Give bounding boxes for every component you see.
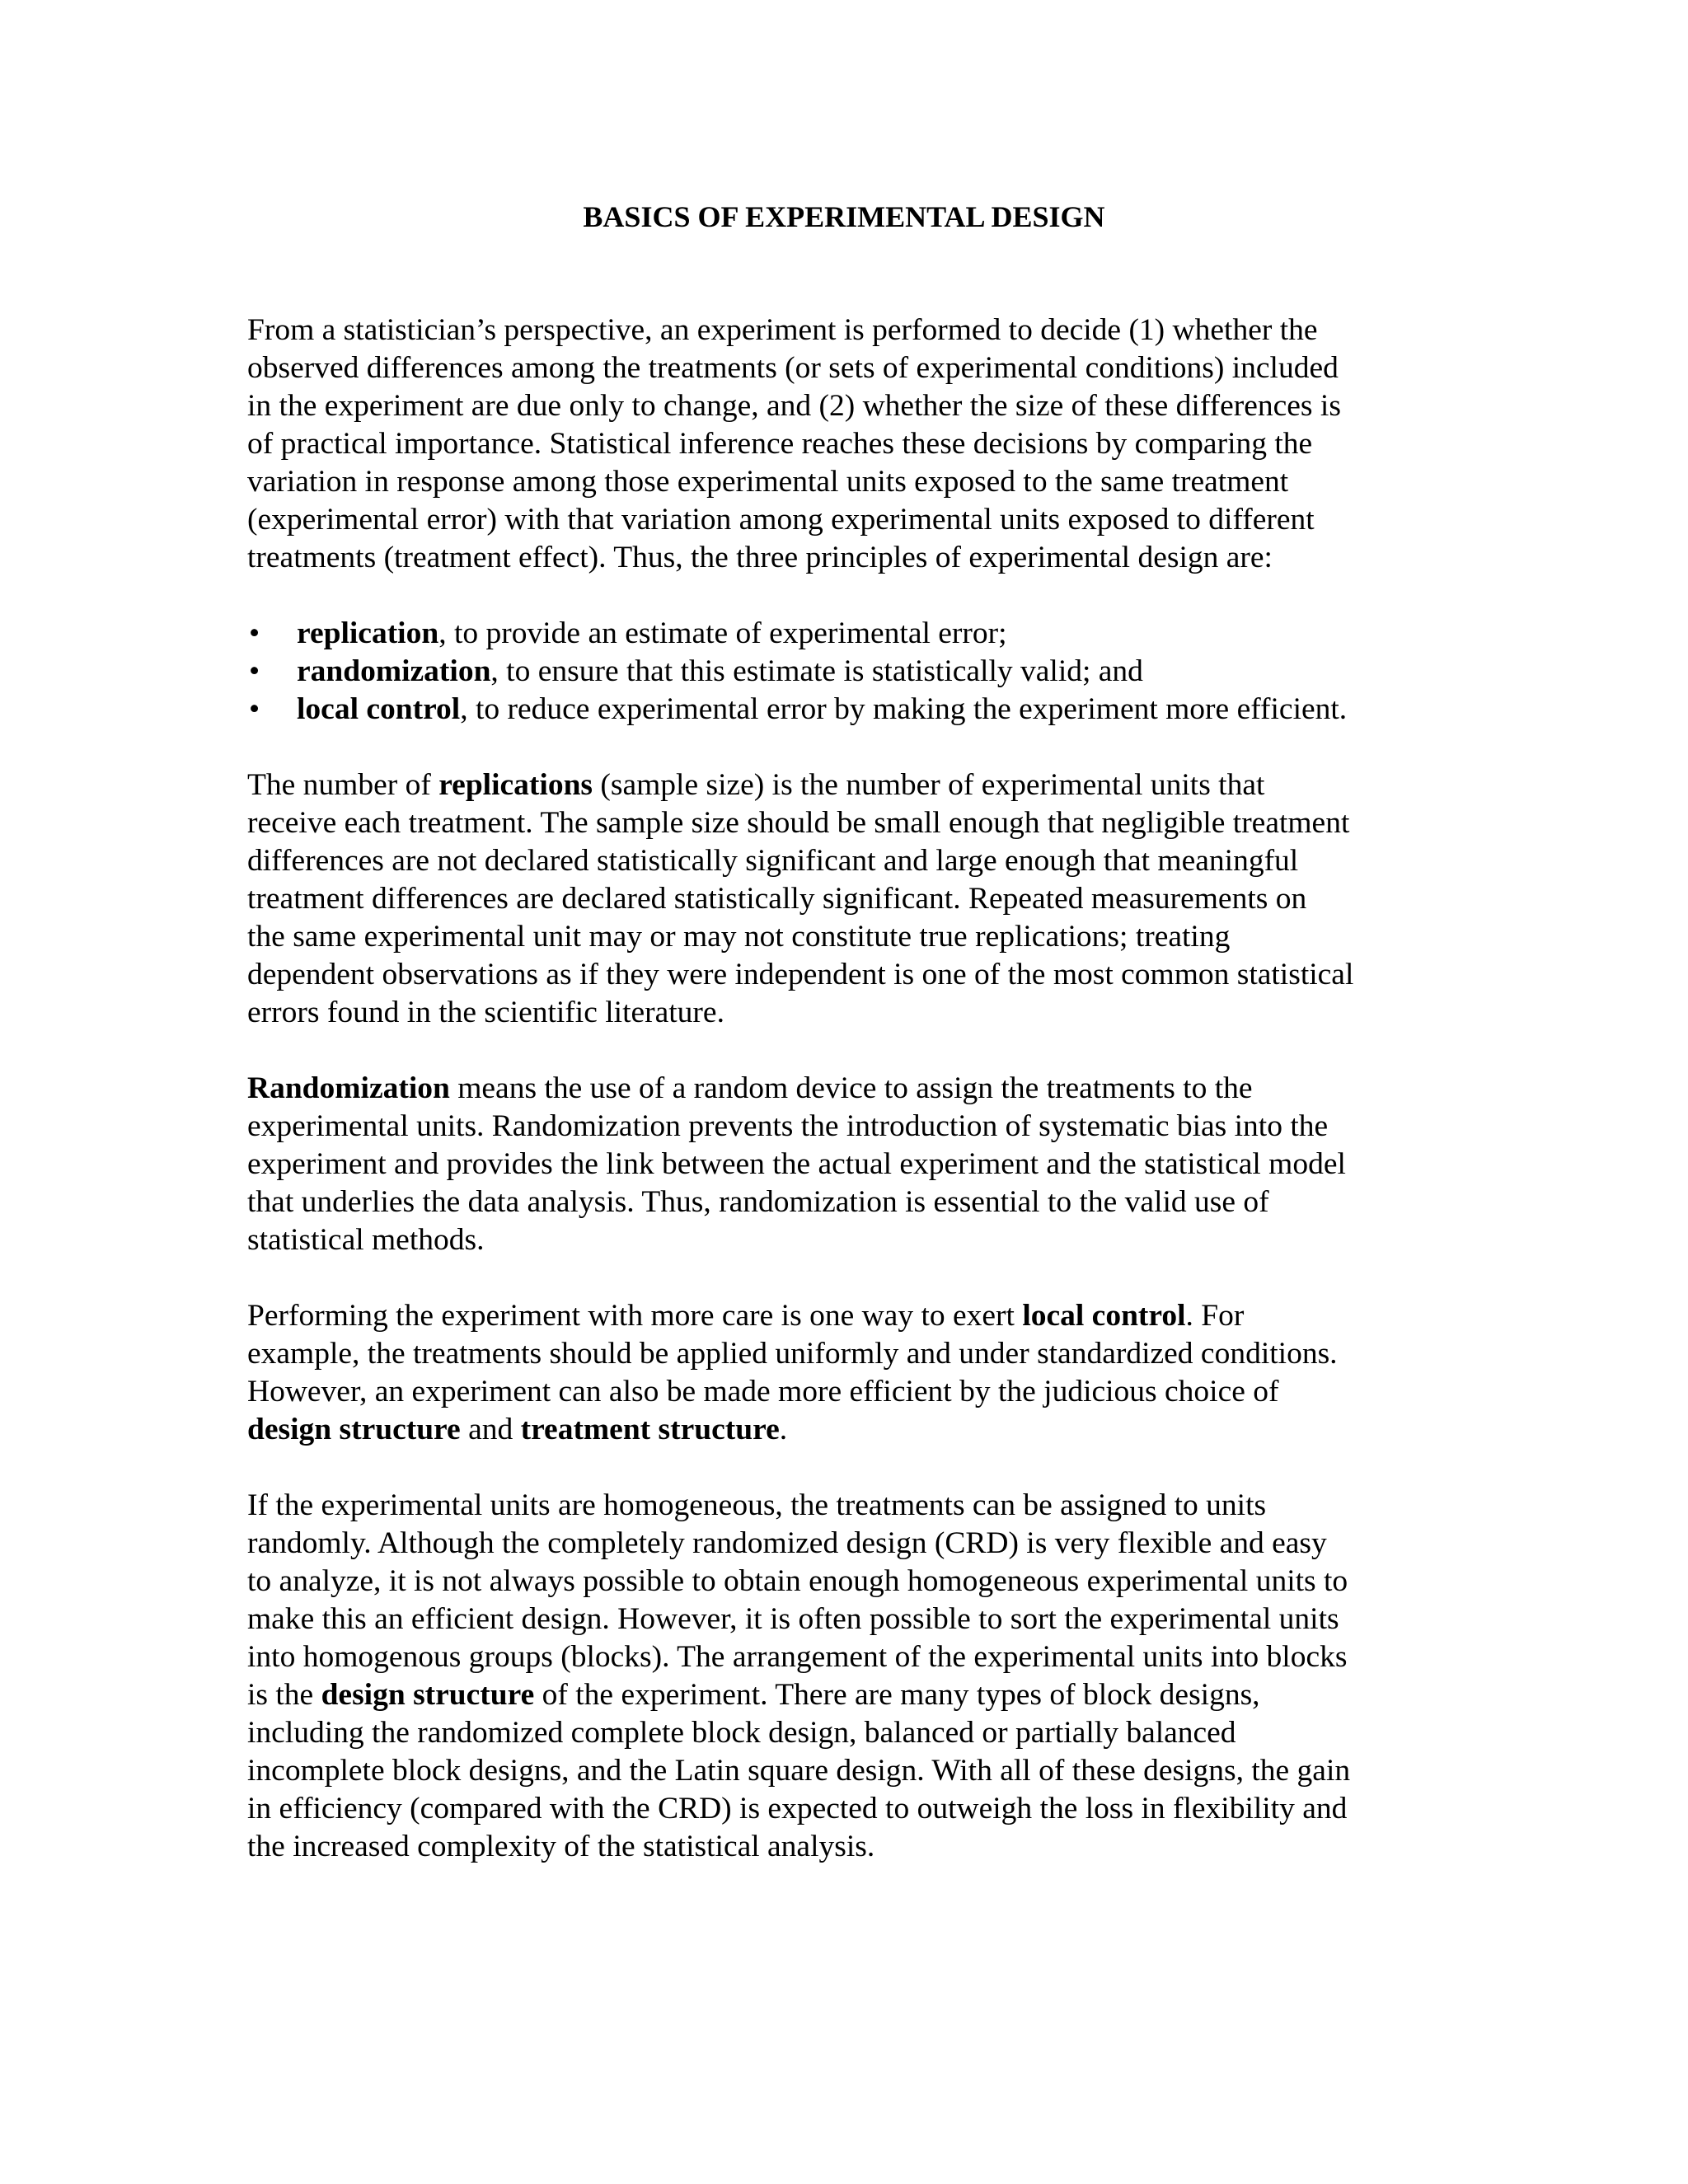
text-span: of the experiment. There are many types of block designs, bbox=[534, 1678, 1260, 1712]
text-line bbox=[247, 1297, 1442, 1335]
text-line bbox=[247, 1070, 1442, 1108]
text-span: Performing the experiment with more care is one way to exert bbox=[247, 1299, 1023, 1333]
term-randomization: randomization bbox=[297, 654, 491, 688]
text-line: errors found in the scientific literature. bbox=[247, 996, 724, 1029]
term-design-structure: design structure bbox=[247, 1413, 461, 1446]
text-line: treatments (treatment effect). Thus, the three principles of experimental design are: bbox=[247, 541, 1273, 574]
text-line: of practical importance. Statistical inference reaches these decisions by comparing the bbox=[247, 427, 1313, 461]
text-line: randomly. Although the completely randomized design (CRD) is very flexible and easy bbox=[247, 1526, 1327, 1560]
intro-paragraph bbox=[247, 312, 1442, 577]
list-item-text: , to ensure that this estimate is statistically valid; and bbox=[490, 654, 1143, 688]
list-item-replication bbox=[247, 615, 1442, 653]
text-line bbox=[247, 766, 1442, 804]
text-line: statistical methods. bbox=[247, 1223, 485, 1257]
text-line bbox=[247, 1411, 1442, 1449]
local-control-paragraph bbox=[247, 1297, 1442, 1449]
text-line: variation in response among those experimental units exposed to the same treatment bbox=[247, 465, 1289, 499]
term-design-structure-inline: design structure bbox=[321, 1678, 535, 1712]
text-line: differences are not declared statistically significant and large enough that meaningful bbox=[247, 844, 1299, 878]
document-body bbox=[247, 312, 1442, 1866]
text-span: . bbox=[779, 1413, 788, 1446]
replication-paragraph bbox=[247, 766, 1442, 1032]
list-item-text: , to reduce experimental error by making the experiment more efficient. bbox=[460, 692, 1348, 726]
text-span: means the use of a random device to assign the treatments to the bbox=[449, 1071, 1253, 1105]
text-line: into homogenous groups (blocks). The arrangement of the experimental units into blocks bbox=[247, 1640, 1348, 1674]
list-item-local-control bbox=[247, 691, 1442, 729]
principles-list bbox=[247, 615, 1442, 729]
text-line: the same experimental unit may or may not constitute true replications; treating bbox=[247, 920, 1231, 954]
list-item-randomization bbox=[247, 653, 1442, 691]
randomization-paragraph bbox=[247, 1070, 1442, 1259]
term-local-control: local control bbox=[297, 692, 461, 726]
text-line: to analyze, it is not always possible to obtain enough homogeneous experimental units to bbox=[247, 1564, 1348, 1598]
text-line: However, an experiment can also be made more efficient by the judicious choice of bbox=[247, 1375, 1279, 1408]
bullet-icon: • bbox=[249, 692, 260, 726]
term-randomization-heading: Randomization bbox=[247, 1071, 450, 1105]
text-line: the increased complexity of the statistical analysis. bbox=[247, 1830, 875, 1863]
bullet-icon: • bbox=[249, 654, 260, 688]
text-span: The number of bbox=[247, 768, 439, 802]
text-line: make this an efficient design. However, it is often possible to sort the experimental units bbox=[247, 1602, 1339, 1636]
text-span: and bbox=[460, 1413, 521, 1446]
term-local-control-inline: local control bbox=[1022, 1299, 1186, 1333]
text-line: experiment and provides the link between the actual experiment and the statistical model bbox=[247, 1147, 1346, 1181]
list-item-text: , to provide an estimate of experimental error; bbox=[438, 616, 1007, 650]
text-line: example, the treatments should be applied uniformly and under standardized conditions. bbox=[247, 1337, 1338, 1371]
text-line: in efficiency (compared with the CRD) is expected to outweigh the loss in flexibility and bbox=[247, 1792, 1348, 1825]
text-line: experimental units. Randomization prevents the introduction of systematic bias into the bbox=[247, 1109, 1329, 1143]
text-line: From a statistician’s perspective, an experiment is performed to decide (1) whether the bbox=[247, 313, 1318, 347]
design-paragraph bbox=[247, 1487, 1442, 1866]
text-line: including the randomized complete block design, balanced or partially balanced bbox=[247, 1716, 1236, 1750]
text-span: (sample size) is the number of experimental units that bbox=[593, 768, 1265, 802]
text-line: incomplete block designs, and the Latin square design. With all of these designs, the gain bbox=[247, 1754, 1351, 1788]
text-span: is the bbox=[247, 1678, 321, 1712]
text-line: (experimental error) with that variation among experimental units exposed to different bbox=[247, 503, 1315, 537]
page-title: BASICS OF EXPERIMENTAL DESIGN bbox=[583, 200, 1105, 233]
term-replication: replication bbox=[297, 616, 439, 650]
text-line: that underlies the data analysis. Thus, randomization is essential to the valid use of bbox=[247, 1185, 1269, 1219]
text-span: . For bbox=[1185, 1299, 1245, 1333]
term-replications: replications bbox=[438, 768, 593, 802]
text-line: in the experiment are due only to change, and (2) whether the size of these differences is bbox=[247, 389, 1341, 423]
term-treatment-structure: treatment structure bbox=[520, 1413, 780, 1446]
text-line bbox=[247, 1676, 1442, 1714]
text-line: dependent observations as if they were independent is one of the most common statistical bbox=[247, 958, 1354, 991]
text-line: receive each treatment. The sample size should be small enough that negligible treatment bbox=[247, 806, 1350, 840]
bullet-icon: • bbox=[249, 616, 260, 650]
text-line: observed differences among the treatments (or sets of experimental conditions) included bbox=[247, 351, 1339, 385]
text-line: treatment differences are declared statistically significant. Repeated measurements on bbox=[247, 882, 1307, 916]
text-line: If the experimental units are homogeneous, the treatments can be assigned to units bbox=[247, 1488, 1267, 1522]
